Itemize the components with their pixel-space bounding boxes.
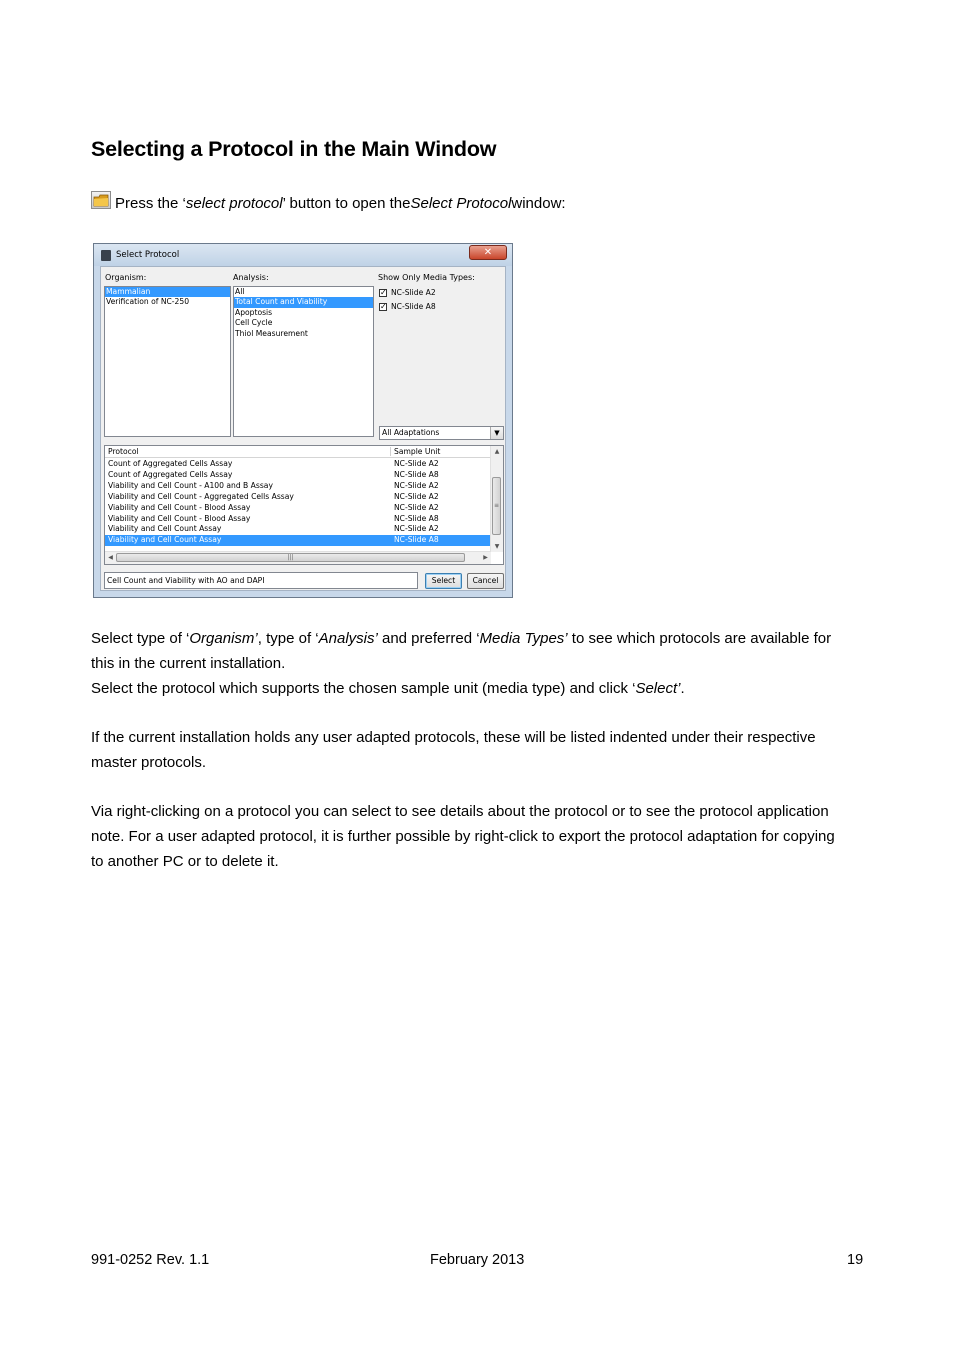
protocol-table[interactable] [104,445,504,565]
adaptations-value: All Adaptations [382,428,440,437]
table-row[interactable] [105,481,491,492]
list-item[interactable]: Apoptosis [235,307,273,317]
analysis-label: Analysis: [233,273,269,282]
cancel-button[interactable]: Cancel [467,573,504,589]
scroll-down-icon[interactable]: ▼ [494,543,500,550]
organism-label: Organism: [105,273,147,282]
scroll-right-icon[interactable]: ▶ [483,554,488,561]
media-type-a8-checkbox[interactable] [379,302,436,311]
select-button[interactable]: Select [425,573,462,589]
protocol-name: Viability and Cell Count - Blood Assay [108,502,251,512]
paragraph-select-type: Select type of ‘Organism’, type of ‘Analysis’ and preferred ‘Media Types’ to see which protocols are available for this in the current installation. Select the protocol which supports the chosen sample unit (media type) and click ‘Select’. [91,630,832,697]
table-row[interactable] [105,524,491,535]
app-icon [101,250,111,261]
protocol-name: Count of Aggregated Cells Assay [108,459,233,468]
page-heading: Selecting a Protocol in the Main Window [91,137,497,161]
media-type-a2-checkbox[interactable] [379,288,436,297]
dialog-title: Select Protocol [116,250,180,260]
close-button[interactable] [469,245,507,260]
scroll-up-icon[interactable]: ▲ [494,448,500,455]
chevron-down-icon[interactable]: ▼ [490,427,503,439]
scroll-thumb[interactable]: ≡ [492,477,501,535]
protocol-name: Viability and Cell Count - A100 and B Assay [108,480,273,490]
vertical-scrollbar[interactable] [490,446,503,552]
table-row[interactable] [105,470,491,481]
footer-page-number: 19 [847,1252,864,1268]
intro-text-3: ’ button to open the [282,195,411,212]
intro-text-4: Select Protocol [410,195,512,212]
sample-unit: NC-Slide A8 [394,535,439,545]
table-row[interactable] [105,535,491,546]
organism-list[interactable] [104,286,231,437]
table-row[interactable] [105,514,491,525]
media-types-label: Show Only Media Types: [378,273,475,282]
sample-unit: NC-Slide A2 [394,491,439,501]
protocol-table-header [105,446,491,458]
footer-doc-number: 991-0252 Rev. 1.1 [91,1252,210,1268]
media-type-a8-label: NC-Slide A8 [391,302,436,311]
list-item[interactable]: All [235,287,245,296]
adaptations-dropdown[interactable] [379,426,504,440]
analysis-list[interactable] [233,286,374,437]
protocol-name: Viability and Cell Count - Blood Assay [108,513,251,523]
intro-line [91,191,566,217]
table-row[interactable] [105,503,491,514]
dialog-titlebar [94,244,512,266]
list-item[interactable]: Total Count and Viability [234,297,373,307]
list-item[interactable]: Thiol Measurement [235,328,308,338]
checkbox-icon: ✓ [380,301,387,311]
close-icon: ✕ [483,247,493,258]
table-row[interactable] [105,459,491,470]
column-header-sample-unit[interactable]: Sample Unit [394,447,441,456]
footer-date: February 2013 [430,1252,525,1268]
list-item[interactable]: Verification of NC-250 [106,297,190,307]
intro-text-2: select protocol [185,195,283,212]
list-item[interactable]: Mammalian [105,287,230,297]
select-protocol-dialog [93,243,513,598]
protocol-name: Viability and Cell Count - Aggregated Cells Assay [108,491,294,501]
sample-unit: NC-Slide A8 [394,513,439,523]
scroll-left-icon[interactable]: ◀ [108,554,113,561]
horizontal-scrollbar[interactable] [105,551,491,564]
folder-icon [93,194,109,207]
sample-unit: NC-Slide A8 [394,469,439,479]
sample-unit: NC-Slide A2 [394,502,439,512]
paragraph-right-click: Via right-clicking on a protocol you can select to see details about the protocol or to see the protocol application note. For a user adapted protocol, it is further possible by right-click to export the protocol adaptation for copying to another PC or to delete it. [91,803,835,870]
intro-text-1: Press the ‘ [115,195,186,212]
intro-text-5: window: [511,195,566,212]
protocol-name: Count of Aggregated Cells Assay [108,469,233,479]
sample-unit: NC-Slide A2 [394,524,439,534]
checkbox-icon: ✓ [380,287,387,297]
media-type-a2-label: NC-Slide A2 [391,288,436,297]
sample-unit: NC-Slide A2 [394,459,439,468]
sample-unit: NC-Slide A2 [394,480,439,490]
protocol-name: Viability and Cell Count Assay [108,524,222,534]
scroll-thumb[interactable]: ||| [116,553,465,562]
paragraph-user-adapted: If the current installation holds any user adapted protocols, these will be listed indented under their respective master protocols. [91,729,816,771]
column-header-protocol[interactable]: Protocol [108,447,139,456]
protocol-name: Viability and Cell Count Assay [108,535,222,545]
protocol-description-field[interactable]: Cell Count and Viability with AO and DAPI [104,572,418,589]
list-item[interactable]: Cell Cycle [235,318,273,328]
dialog-client [100,266,506,591]
table-row[interactable] [105,492,491,503]
select-protocol-button-image [91,191,111,209]
